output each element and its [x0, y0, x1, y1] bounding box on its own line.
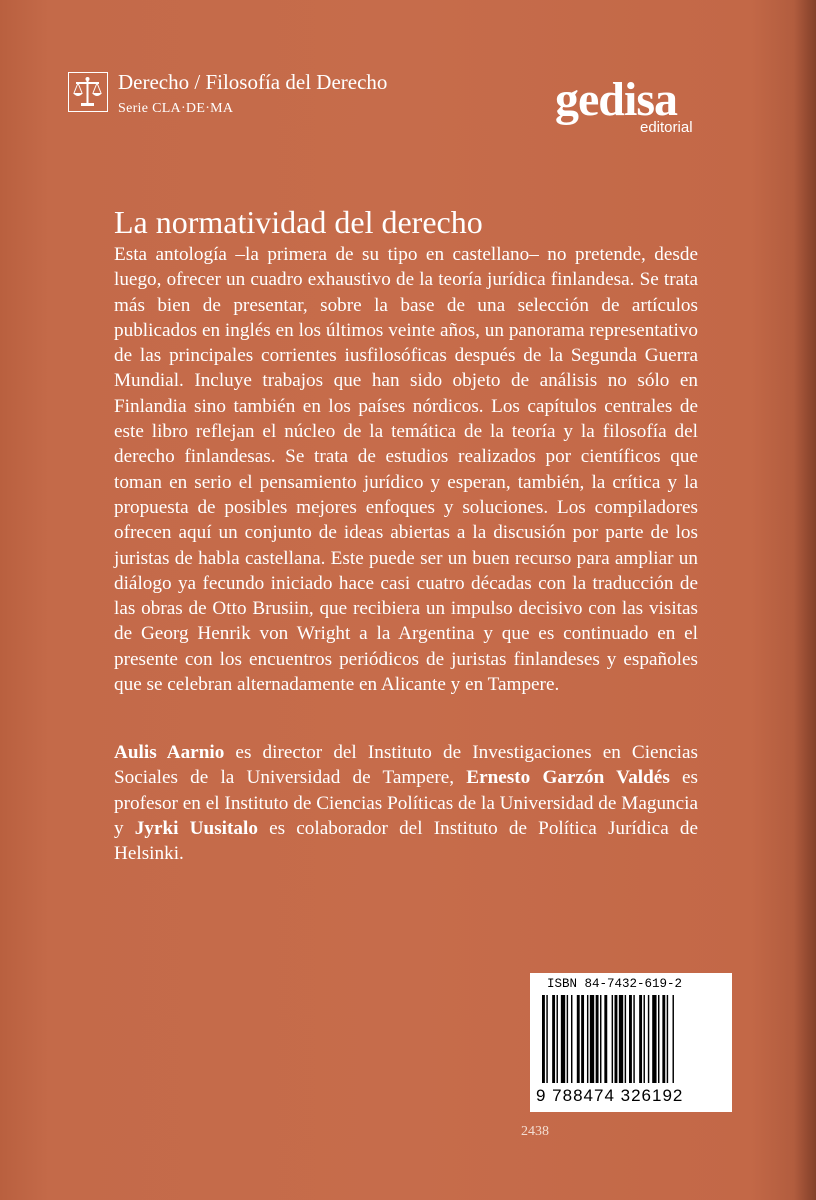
author-bio-text: es profesor en el Instituto de Ciencias Políticas de la Universidad de Maguncia y: [114, 767, 698, 839]
author-name: Aulis Aarnio: [114, 742, 225, 763]
isbn-label: ISBN 84-7432-619-2: [547, 977, 683, 991]
author-name: Ernesto Garzón Valdés: [466, 767, 670, 789]
scales-of-justice-icon: [68, 72, 108, 112]
publisher-subtitle: editorial: [640, 119, 693, 136]
barcode-box: [530, 973, 732, 1112]
book-title: La normatividad del derecho: [114, 204, 483, 240]
author-bio-text: es colaborador del Instituto de Política Jurídica de Helsinki.: [114, 817, 699, 865]
book-blurb: Esta antología –la primera de su tipo en castellano– no pretende, desde luego, ofrecer un cuadro exhaustivo de la teoría jurídica finlandesa. Se trata más bien de presentar, sobre la base de una selección de artículos publicados en inglés en los últimos veinte años, un panorama representativo de las principales corrientes iusfilosóficas después de la Segunda Guerra Mundial. Incluye trabajos que han sido objeto de análisis no sólo en Finlandia sino también en los países nórdicos. Los capítulos centrales de este libro reflejan el núcleo de la temática de la teoría y la filosofía del derecho finlandesas. Se trata de estudios realizados por científicos que toman en serio el pensamiento jurídico y esperan, también, la crítica y la propuesta de posibles mejores enfoques y soluciones. Los compiladores ofrecen aquí un conjunto de ideas abiertas a la discusión por parte de los juristas de habla castellana. Este puede ser un buen recurso para ampliar un diálogo ya fecundo iniciado hace casi cuatro décadas con la traducción de las obras de Otto Brusiin, que recibiera un impulso decisivo con las visitas de Georg Henrik von Wright a la Argentina y que es continuado en el presente con los encuentros periódicos de juristas finlandeses y españoles que se celebran alternadamente en Alicante y en Tampere.: [114, 244, 698, 696]
author-name: Jyrki Uusitalo: [134, 817, 258, 839]
publisher-logo: gedisa: [555, 73, 678, 126]
author-bio-text: es director del Instituto de Investigaciones en Ciencias Sociales de la Universidad de Tampere,: [114, 742, 698, 789]
catalog-number: 2438: [521, 1124, 549, 1139]
ean-number: 9 788474 326192: [536, 1086, 684, 1105]
series-subtitle: Serie CLA·DE·MA: [118, 101, 234, 116]
series-title: Derecho / Filosofía del Derecho: [118, 70, 388, 94]
author-bios: [114, 740, 698, 866]
spine-edge: [794, 0, 816, 1200]
barcode-image: [538, 995, 724, 1085]
